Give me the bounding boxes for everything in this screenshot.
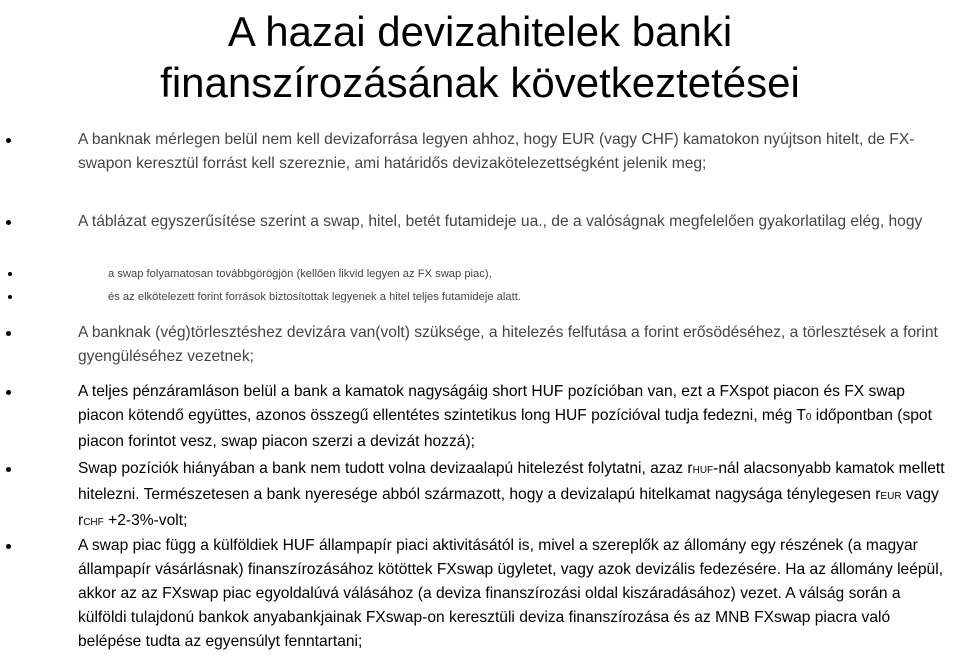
bullet-5-text-b: -nál alacsonyabb kamatok mellett hitelezni. Természetesen a bank nyeresége abból származott, hogy a devizalapú hitelkamat nagysága ténylegesen r: [78, 460, 945, 503]
bullet-4-subscript: 0: [805, 412, 812, 423]
bullet-2: A táblázat egyszerűsítése szerint a swap, hitel, betét futamideje ua., de a valóságnak megfelelően gyakorlatilag elég, hogy: [78, 210, 950, 234]
bullet-5-text-c: vagy r: [78, 486, 939, 529]
slide-title: [0, 6, 960, 108]
bullet-5-sub-chf: CHF: [83, 517, 104, 528]
bullet-4-text-a: A teljes pénzáramláson belül a bank a kamatok nagyságáig short HUF pozícióban van, ezt a FXspot piacon és FX swap piacon kötendő együttes, azonos összegű ellentétes szintetikus long HUF pozícióval tudja fedezni, még T: [78, 383, 905, 424]
bullet-5-sub-eur: EUR: [880, 491, 902, 502]
sub-bullet-2: és az elkötelezett forint források biztosítottak legyenek a hitel teljes futamideje alatt.: [108, 289, 948, 305]
sub-bullet-1: a swap folyamatosan továbbgörögjön (kellően likvid legyen az FX swap piac),: [108, 266, 948, 282]
bullet-5-text-d: +2-3%-volt;: [103, 512, 188, 529]
bullet-4-text-b: időpontban (spot piacon forintot vesz, swap piacon szerzi a devizát hozzá);: [78, 407, 932, 450]
bullet-4: [78, 380, 950, 454]
title-line-1: A hazai devizahitelek banki: [227, 8, 733, 55]
bullet-3: A banknak (vég)törlesztéshez devizára van(volt) szüksége, a hitelezés felfutása a forint erősödéséhez, a törlesztések a forint gyengüléséhez vezetnek;: [78, 321, 950, 369]
bullet-5-text-a: Swap pozíciók hiányában a bank nem tudott volna devizaalapú hitelezést folytatni, azaz r: [78, 460, 693, 477]
title-line-2: finanszírozásának következtetései: [160, 59, 800, 106]
bullet-1: A banknak mérlegen belül nem kell devizaforrása legyen ahhoz, hogy EUR (vagy CHF) kamatokon nyújtson hitelt, de FX-swapon keresztül forrást kell szereznie, ami határidős devizakötelezettségként jelenik meg;: [78, 128, 950, 176]
bullet-6: A swap piac függ a külföldiek HUF állampapír piaci aktivitásától is, mivel a szereplők az állomány egy részének (a magyar állampapír vásárlásnak) finanszírozásához kötöttek FXswap ügyletet, vagy azok devizális fedezésére. Ha az állomány leépül, akkor az az FXswap piac egyoldalúvá válásához (a deviza finanszírozási oldal kiszáradásához) vezet. A válság során a külföldi tulajdonú bankok anyabankjainak FXswap-on keresztüli deviza finanszírozása és az MNB FXswap piacra való belépése tudta az egyensúlyt fenntartani;: [78, 534, 950, 654]
bullet-5-sub-huf: HUF: [692, 465, 714, 476]
bullet-5: [78, 457, 950, 535]
